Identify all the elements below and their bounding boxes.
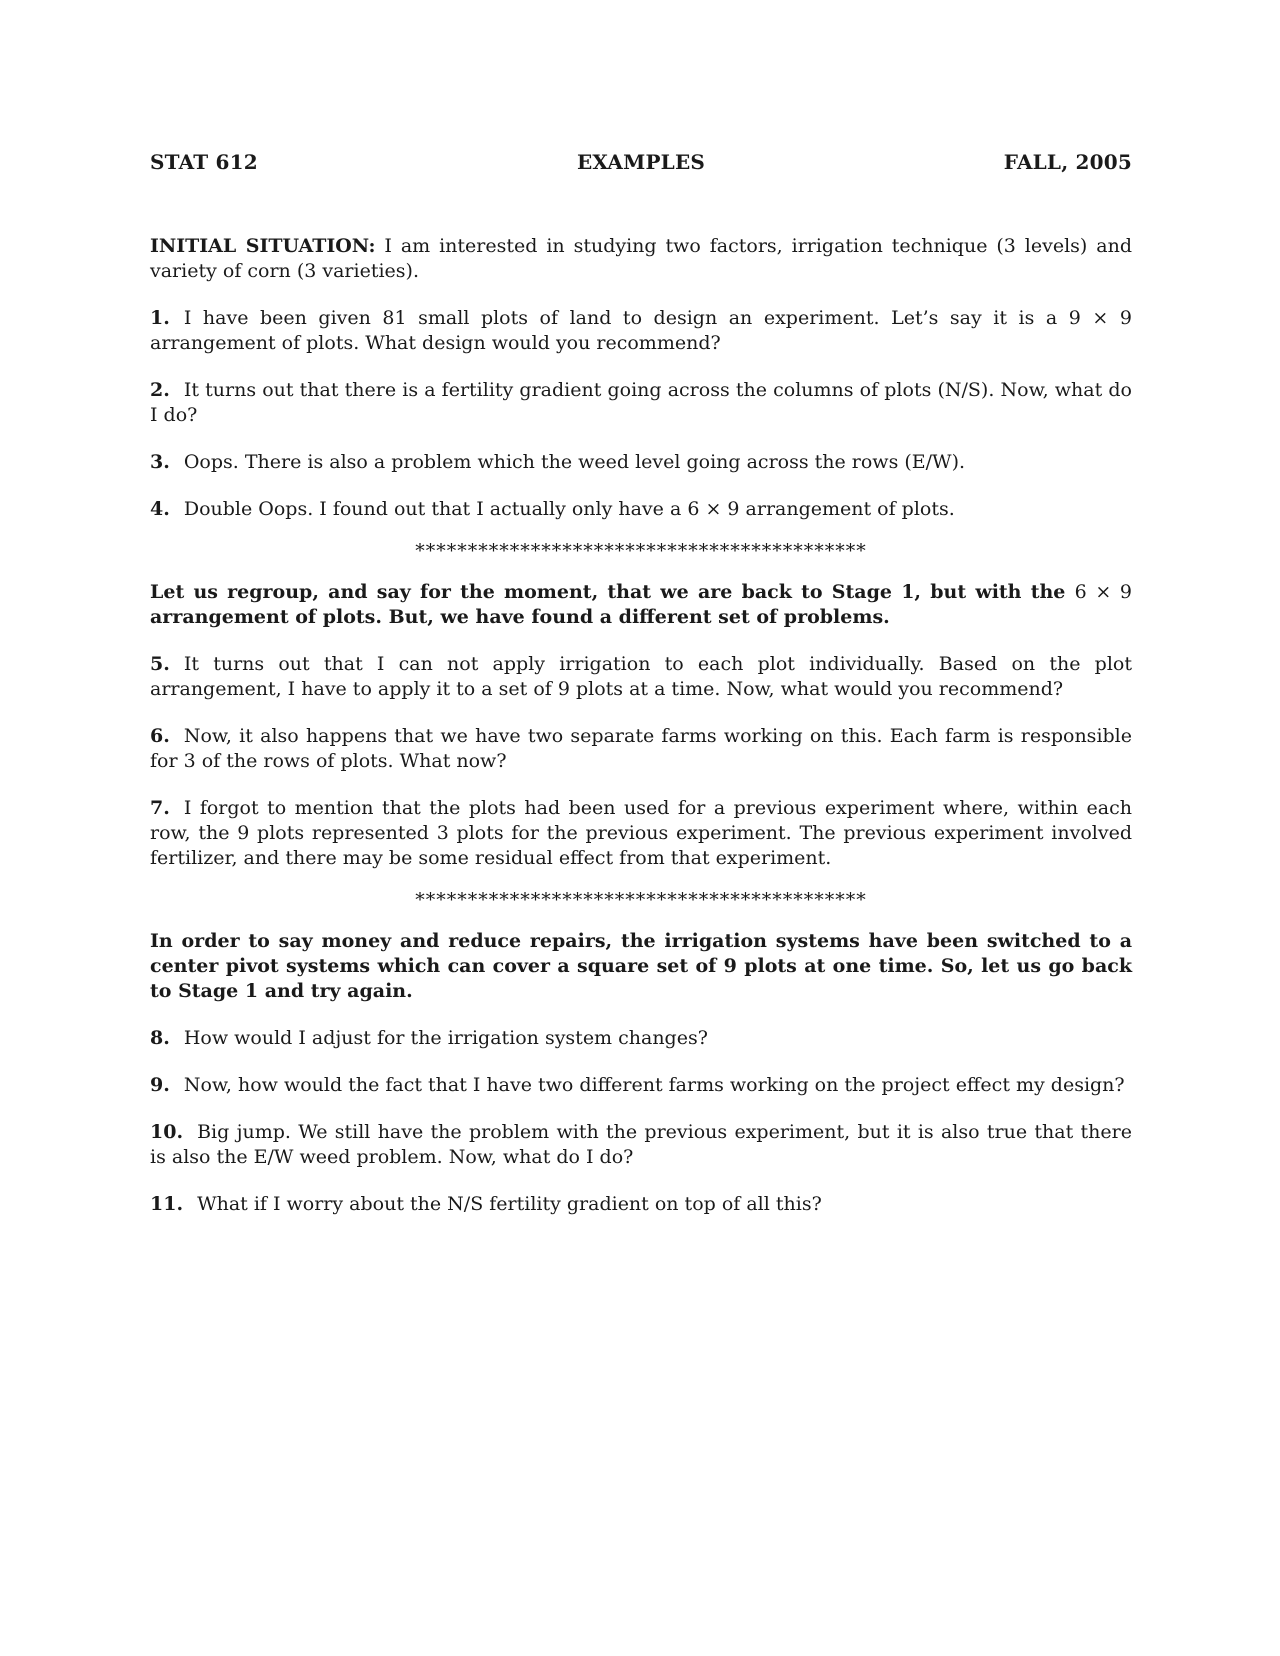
question-number: 5.	[150, 653, 170, 675]
question-1	[150, 306, 1132, 356]
regroup-note-part1: Let us regroup, and say for the moment, that we are back to Stage 1, but with the	[150, 581, 1075, 603]
question-4	[150, 497, 1132, 522]
document-page	[150, 150, 1132, 1217]
question-text: How would I adjust for the irrigation system changes?	[183, 1027, 708, 1049]
regroup-note-math: 6 × 9	[1074, 581, 1132, 603]
initial-situation-text: I am interested in studying two factors, irrigation technique (3 levels) and variety of corn (3 varieties).	[150, 235, 1132, 282]
document-title: EXAMPLES	[576, 150, 706, 174]
section-separator: *******************************************	[415, 540, 867, 562]
question-number: 3.	[150, 451, 170, 473]
question-text: I forgot to mention that the plots had been used for a previous experiment where, within each row, the 9 plots represented 3 plots for the previous experiment. The previous experiment involved fertilizer, and there may be some residual effect from that experiment.	[150, 797, 1132, 869]
question-10	[150, 1120, 1132, 1170]
question-number: 11.	[150, 1193, 184, 1215]
question-number: 1.	[150, 307, 170, 329]
initial-situation-label: INITIAL SITUATION:	[150, 235, 376, 257]
question-text: Double Oops. I found out that I actually only have a 6 × 9 arrangement of plots.	[183, 498, 955, 520]
question-5	[150, 652, 1132, 702]
question-number: 10.	[150, 1121, 184, 1143]
irrigation-note: In order to say money and reduce repairs, the irrigation systems have been switched to a center pivot systems which can cover a square set of 9 plots at one time. So, let us go back to Stage 1 and try again.	[150, 930, 1132, 1002]
question-8	[150, 1026, 1132, 1051]
initial-situation	[150, 234, 1132, 284]
question-9	[150, 1073, 1132, 1098]
question-text: Now, how would the fact that I have two different farms working on the project effect my design?	[183, 1074, 1125, 1096]
question-number: 6.	[150, 725, 170, 747]
question-number: 2.	[150, 379, 170, 401]
question-number: 7.	[150, 797, 170, 819]
question-7	[150, 796, 1132, 871]
question-text: It turns out that there is a fertility gradient going across the columns of plots (N/S). Now, what do I do?	[150, 379, 1132, 426]
question-number: 4.	[150, 498, 170, 520]
regroup-note	[150, 580, 1132, 630]
question-text: What if I worry about the N/S fertility gradient on top of all this?	[197, 1193, 822, 1215]
section-separator: *******************************************	[415, 889, 867, 911]
question-11	[150, 1192, 1132, 1217]
question-number: 9.	[150, 1074, 170, 1096]
question-text: I have been given 81 small plots of land to design an experiment. Let’s say it is a 9 × 9 arrangement of plots. What design would you recommend?	[150, 307, 1132, 354]
question-2	[150, 378, 1132, 428]
question-number: 8.	[150, 1027, 170, 1049]
question-text: Now, it also happens that we have two separate farms working on this. Each farm is responsible for 3 of the rows of plots. What now?	[150, 725, 1132, 772]
term-label: FALL, 2005	[1003, 150, 1132, 174]
course-code: STAT 612	[150, 150, 258, 174]
question-6	[150, 724, 1132, 774]
question-text: Oops. There is also a problem which the weed level going across the rows (E/W).	[183, 451, 966, 473]
question-text: It turns out that I can not apply irrigation to each plot individually. Based on the plot arrangement, I have to apply it to a set of 9 plots at a time. Now, what would you recommend?	[150, 653, 1132, 700]
page-header	[150, 150, 1132, 174]
question-3	[150, 450, 1132, 475]
regroup-note-part2: arrangement of plots. But, we have found a different set of problems.	[150, 606, 890, 628]
question-text: Big jump. We still have the problem with the previous experiment, but it is also true that there is also the E/W weed problem. Now, what do I do?	[150, 1121, 1132, 1168]
